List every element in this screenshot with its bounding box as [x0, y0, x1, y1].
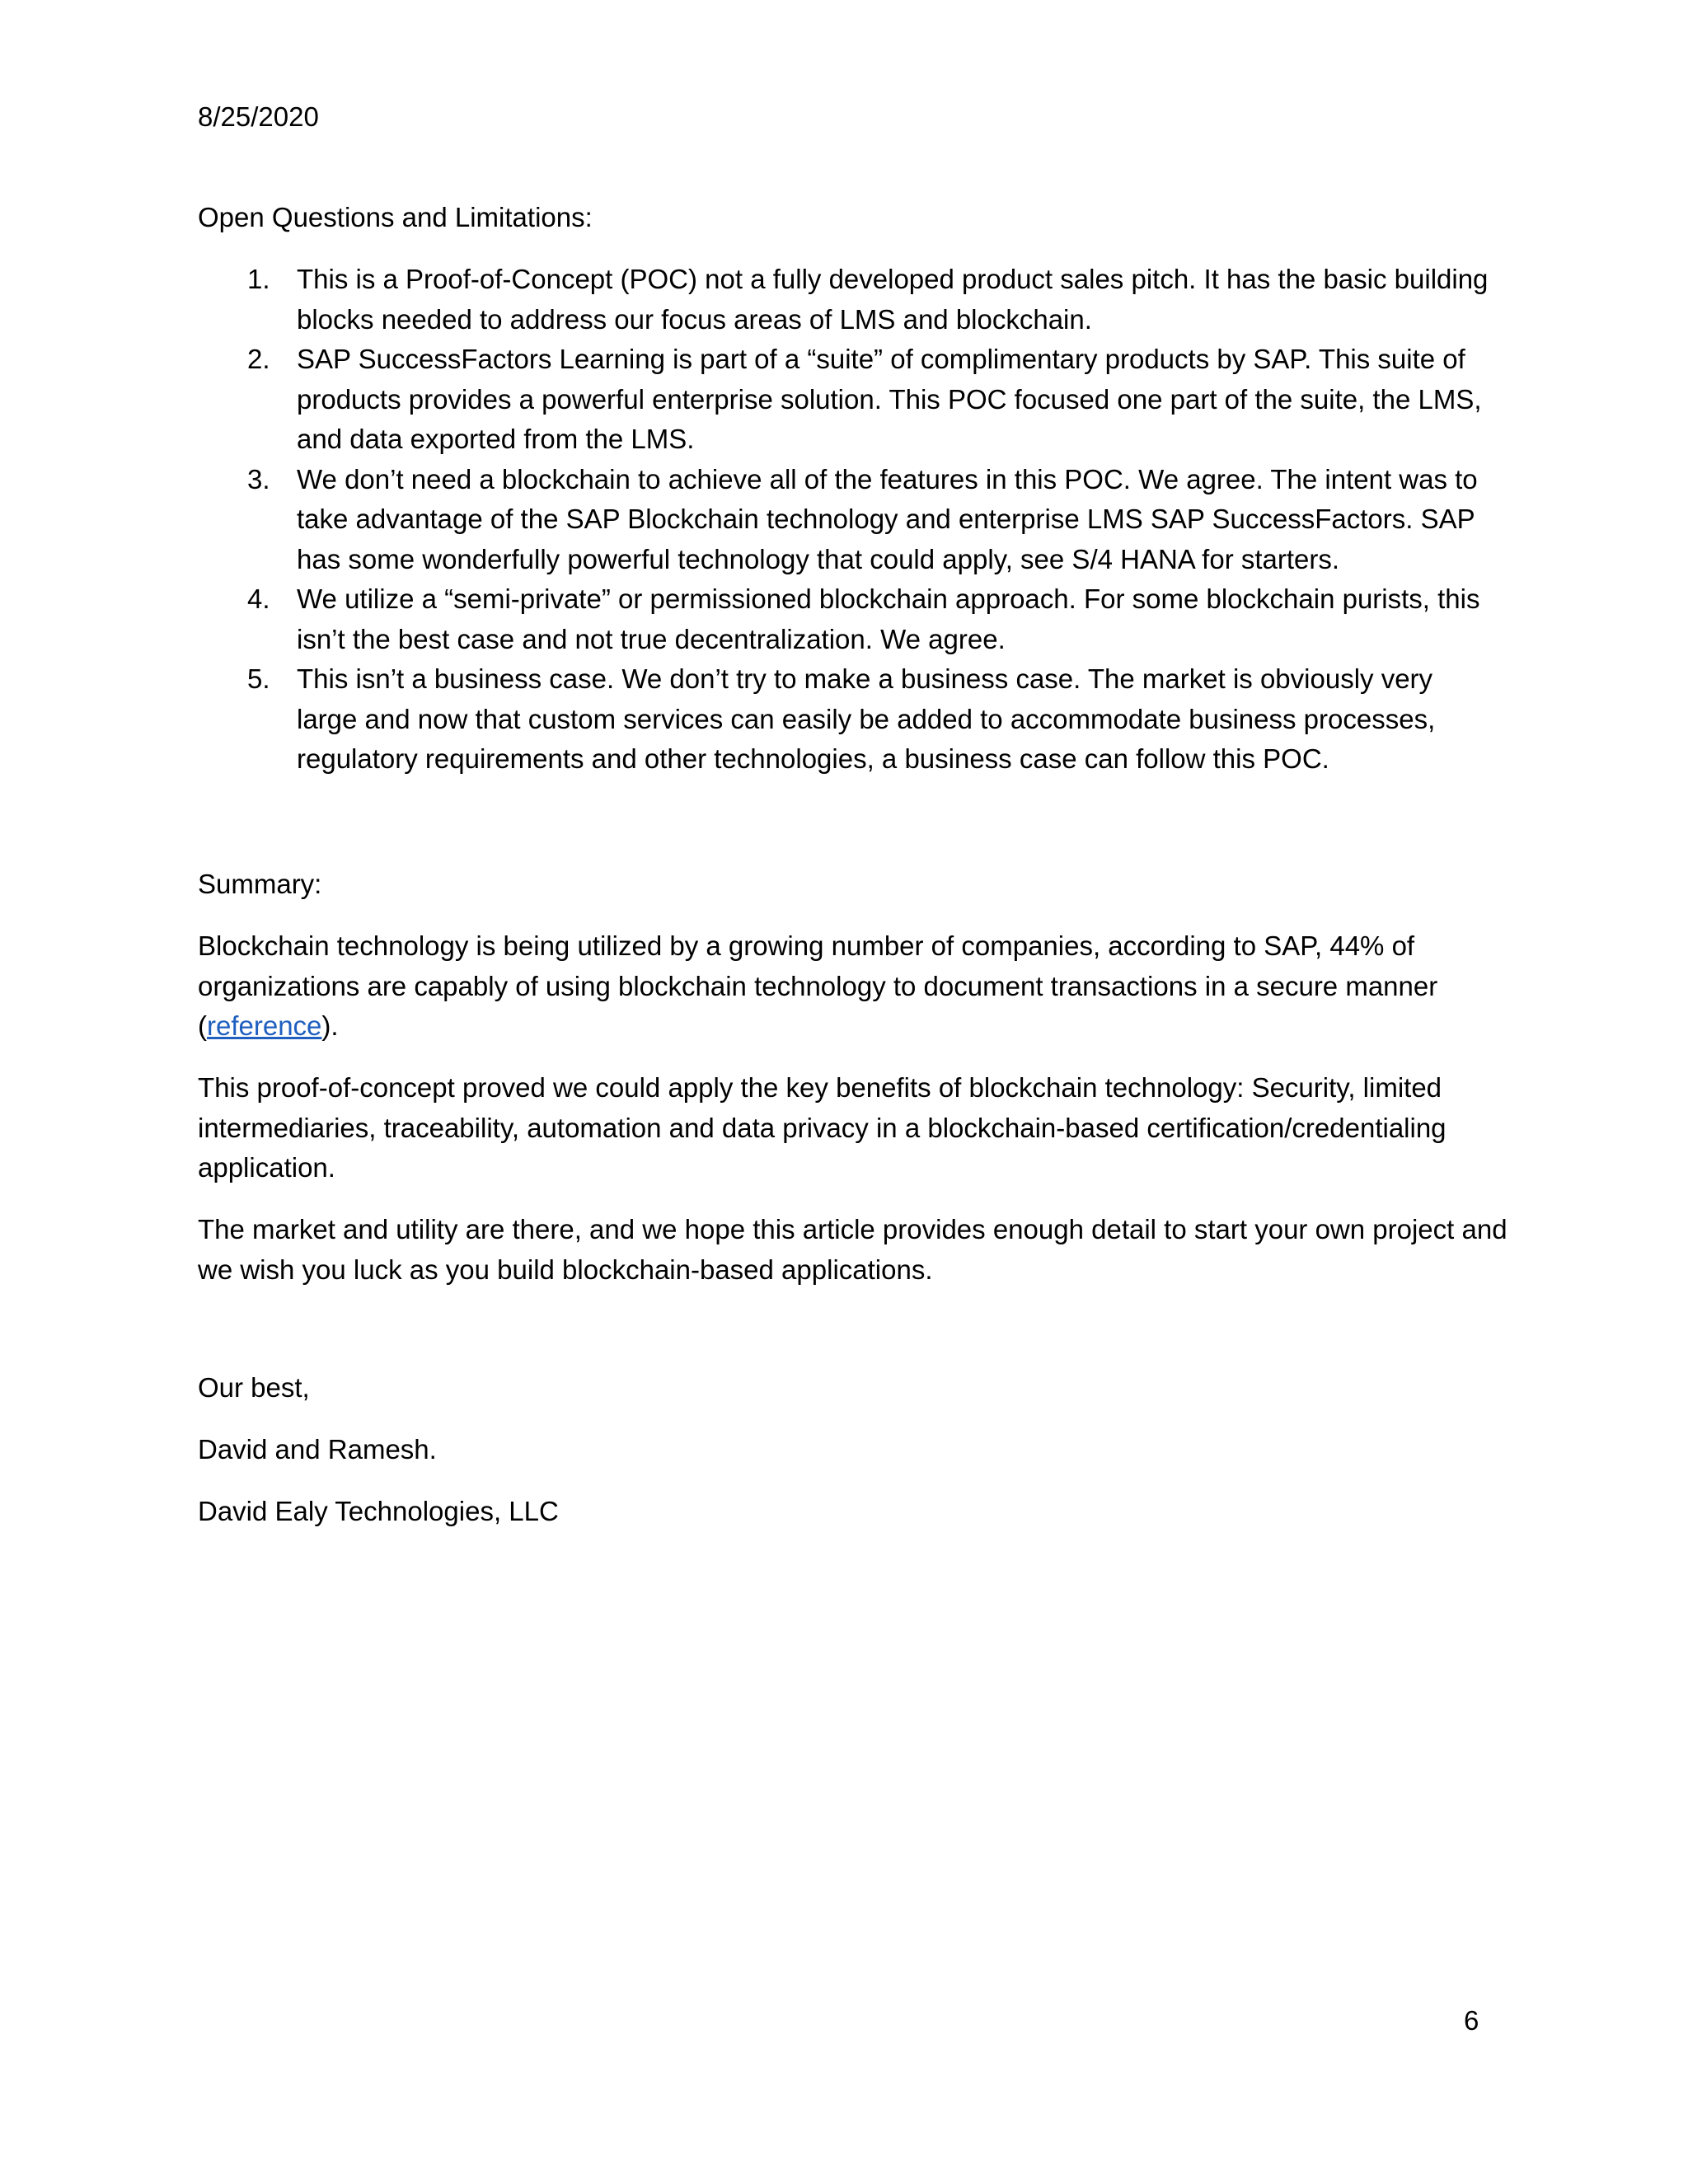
- list-item-text: This is a Proof-of-Concept (POC) not a fully developed product sales pitch. It has the basic building blocks needed to address our focus areas of LMS and blockchain.: [297, 264, 1489, 335]
- list-item-number: 1.: [247, 264, 270, 294]
- summary-paragraph-1-end: ).: [321, 1010, 339, 1041]
- summary-paragraph-2: This proof-of-concept proved we could apply the key benefits of blockchain technology: Security, limited intermediaries, traceability, automation and data privacy in a blockchain-based certification/credentialing application.: [198, 1072, 1447, 1183]
- closing-company: David Ealy Technologies, LLC: [198, 1496, 559, 1526]
- list-item-number: 5.: [247, 663, 270, 694]
- reference-link[interactable]: reference: [207, 1010, 322, 1041]
- open-questions-heading: Open Questions and Limitations:: [198, 202, 593, 232]
- document-date: 8/25/2020: [198, 101, 319, 132]
- list-item-number: 3.: [247, 463, 270, 494]
- summary-paragraph-3: The market and utility are there, and we hope this article provides enough detail to start your own project and we wish you luck as you build blockchain-based applications.: [198, 1214, 1507, 1285]
- open-questions-list: [198, 260, 1500, 780]
- list-item: [198, 579, 1500, 659]
- list-item-number: 2.: [247, 344, 270, 374]
- summary-heading: Summary:: [198, 869, 322, 899]
- list-item: [198, 460, 1500, 580]
- closing-salutation: Our best,: [198, 1372, 310, 1403]
- list-item-text: This isn’t a business case. We don’t try to make a business case. The market is obviously very large and now that custom services can easily be added to accommodate business processes, regulatory requirements and other technologies, a business case can follow this POC.: [297, 663, 1436, 774]
- summary-paragraph-1: [198, 926, 1517, 1047]
- summary-paragraph-1-text: Blockchain technology is being utilized by a growing number of companies, according to SAP, 44% of organizations are capably of using blockchain technology to document transactions in a secure manner (: [198, 930, 1438, 1041]
- closing-authors: David and Ramesh.: [198, 1434, 437, 1465]
- page-number: 6: [1464, 2005, 1479, 2036]
- list-item-text: We utilize a “semi-private” or permissioned blockchain approach. For some blockchain purists, this isn’t the best case and not true decentralization. We agree.: [297, 583, 1480, 654]
- list-item-number: 4.: [247, 583, 270, 614]
- list-item: [198, 340, 1500, 460]
- list-item-text: SAP SuccessFactors Learning is part of a “suite” of complimentary products by SAP. This suite of products provides a powerful enterprise solution. This POC focused one part of the suite, the LMS, and data exported from the LMS.: [297, 344, 1482, 454]
- list-item: [198, 260, 1500, 340]
- list-item-text: We don’t need a blockchain to achieve all of the features in this POC. We agree. The intent was to take advantage of the SAP Blockchain technology and enterprise LMS SAP SuccessFactors. SAP has some wonderfully powerful technology that could apply, see S/4 HANA for starters.: [297, 463, 1478, 574]
- list-item: [198, 659, 1500, 780]
